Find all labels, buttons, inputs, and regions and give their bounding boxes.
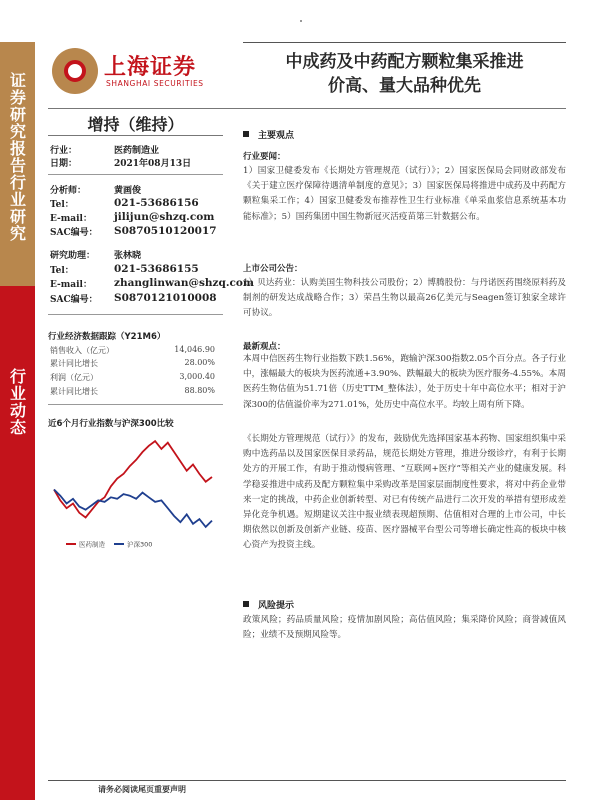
company-text: 1）贝达药业：认购美国生物科技公司股份；2）博腾股份：与丹诺医药围绕原料药及制剂的研发达成战略合作；3）荣昌生物以最高26亿美元与Seagen签订独家全球许可协议。 [243, 278, 566, 319]
logo-en-text: SHANGHAI SECURITIES [106, 79, 204, 88]
econ-row-label: 利润（亿元） [50, 373, 98, 382]
analyst-row [48, 183, 223, 195]
views-paragraph-1: 本周中信医药生物行业指数下跌1.56%，跑输沪深300指数2.05个百分点。各子行业中，涨幅最大的板块为医药流通+3.90%、跌幅最大的板块为医疗服务-4.55%。本周医药生物估值为51.71倍（历史TTM_整体法），处于历史十年中高位水平；相对于沪深300的估值溢价率为271.01%，处历史中高位水平。均较上周有所下降。 [243, 354, 566, 410]
econ-row-value: 14,046.90 [174, 345, 215, 354]
sidebar-type-band [0, 286, 35, 800]
industry-label: 行业： [50, 146, 78, 156]
analyst-sac-row [48, 225, 223, 237]
econ-row-label: 累计同比增长 [50, 359, 98, 368]
sidebar-category-band [0, 42, 35, 286]
summary-heading-text: 主要观点 [258, 131, 295, 141]
assistant-tel-row [48, 263, 223, 275]
legend-label: 沪深300 [127, 540, 153, 549]
analyst-sac: S0870510120017 [114, 225, 217, 237]
assistant-tel-label: Tel： [50, 266, 74, 276]
econ-row [48, 372, 223, 384]
views-paragraph-2: 《长期处方管理规范（试行）》的发布，鼓励优先选择国家基本药物、国家组织集中采购中选药品以及国家医保目录药品，规范长期处方管理，推进分级诊疗，有利于长期处方的开展工作，有助于推动慢病管理、“互联网+医疗”等相关产业的健康发展。科学稳妥推进中成药及配方颗粒集中采购改革是国家层面制度性要求，将对中药企业带来一定的挑战，中药企业创新转型、对已有传统产品进行二次开发的举措有望形成差异化竞争机遇。短期建议关注中报业绩表现超预期、估值相对合理的上市公司，中长期依然以创新及创新产业链、疫苗、医疗器械平台型公司等增长确定性高的板块中核心资产为投资主线。 [243, 434, 566, 551]
info-divider [48, 174, 223, 175]
date-label: 日期： [50, 159, 78, 169]
chart-divider [48, 404, 223, 405]
econ-row [48, 345, 223, 357]
industry-row [48, 143, 223, 155]
footer-divider [48, 780, 566, 781]
econ-table-title: 行业经济数据跟踪（Y21M6） [48, 332, 166, 342]
sidebar-type-label: 行业动态 [9, 367, 26, 437]
company-heading: 上市公司公告： [243, 264, 303, 274]
assistant-sac-label: SAC编号： [50, 295, 98, 305]
logo-cn-text: 上海证券 [104, 55, 197, 80]
sidebar-category-label: 证券研究报告 行业研究 [9, 71, 26, 243]
assistant-sac: S0870121010008 [114, 292, 217, 304]
industry-news-text: 1）国家卫健委发布《长期处方管理规范（试行）》；2）国家医保局会同财政部发布《关于建立医疗保障待遇清单制度的意见》；3）国家医保局将推进中成药及中药配方颗粒集采工作；4）国家卫健委发布推荐性卫生行业标准《单采血浆信息系统基本功能标准》；5）国药集团中国生物新冠灭活疫苗第三针数据公布。 [243, 166, 566, 222]
analyst-email[interactable]: jilijun@shzq.com [114, 211, 215, 223]
assistant-email-row [48, 277, 254, 290]
assistant-name: 张林晓 [114, 251, 142, 261]
bullet-square-icon [243, 601, 249, 607]
analyst-name: 黄画俊 [114, 186, 142, 196]
industry-news-heading: 行业要闻： [243, 152, 286, 162]
risk-heading [243, 598, 566, 612]
econ-divider [48, 314, 223, 315]
analyst-tel-row [48, 197, 223, 209]
date-row [48, 156, 223, 168]
rating-divider [48, 135, 223, 136]
summary-heading [243, 128, 566, 142]
report-title-line-2: 价高、量大品种优先 [328, 76, 481, 96]
date-value: 2021年08月13日 [114, 159, 192, 169]
assistant-row [48, 248, 223, 260]
analyst-email-label: E-mail： [50, 214, 92, 224]
footer-disclaimer: 请务必阅读尾页重要声明 [98, 785, 186, 794]
assistant-tel: 021-53686155 [114, 263, 199, 275]
econ-row [48, 358, 223, 370]
rating-top-divider [48, 108, 566, 109]
legend-label: 医药制造 [79, 540, 105, 549]
industry-value: 医药制造业 [114, 146, 160, 156]
bullet-square-icon [243, 131, 249, 137]
risk-heading-text: 风险提示 [258, 601, 295, 611]
econ-row-label: 销售收入（亿元） [50, 346, 114, 355]
assistant-email-label: E-mail： [50, 280, 92, 290]
econ-row-value: 28.00% [184, 358, 215, 367]
chart-title: 近6个月行业指数与沪深300比较 [48, 419, 174, 429]
report-title-line-1: 中成药及中药配方颗粒集采推进 [285, 52, 524, 72]
logo-emblem-icon [52, 48, 98, 94]
series-line-1 [54, 490, 212, 527]
rating: 增持（维持） [87, 115, 184, 134]
risk-text: 政策风险；药品质量风险；疫情加剧风险；高估值风险；集采降价风险；商誉减值风险；业绩不及预期风险等。 [243, 615, 566, 641]
econ-row [48, 386, 223, 398]
econ-row-value: 88.80% [184, 386, 215, 395]
title-divider [243, 42, 566, 43]
chart-svg [50, 432, 218, 552]
econ-row-value: 3,000.40 [179, 372, 215, 381]
assistant-label: 研究助理： [50, 251, 96, 261]
analyst-tel: 021-53686156 [114, 197, 199, 209]
report-title [243, 50, 566, 98]
econ-row-label: 累计同比增长 [50, 387, 98, 396]
views-heading: 最新观点： [243, 342, 286, 352]
header-dot [300, 20, 302, 22]
analyst-email-row [48, 211, 223, 223]
index-comparison-chart [50, 432, 218, 552]
analyst-tel-label: Tel： [50, 200, 74, 210]
company-logo [52, 48, 232, 98]
assistant-sac-row [48, 292, 223, 304]
assistant-email[interactable]: zhanglinwan@shzq.com [114, 277, 254, 289]
analyst-sac-label: SAC编号： [50, 228, 98, 238]
analyst-label: 分析师： [50, 186, 87, 196]
